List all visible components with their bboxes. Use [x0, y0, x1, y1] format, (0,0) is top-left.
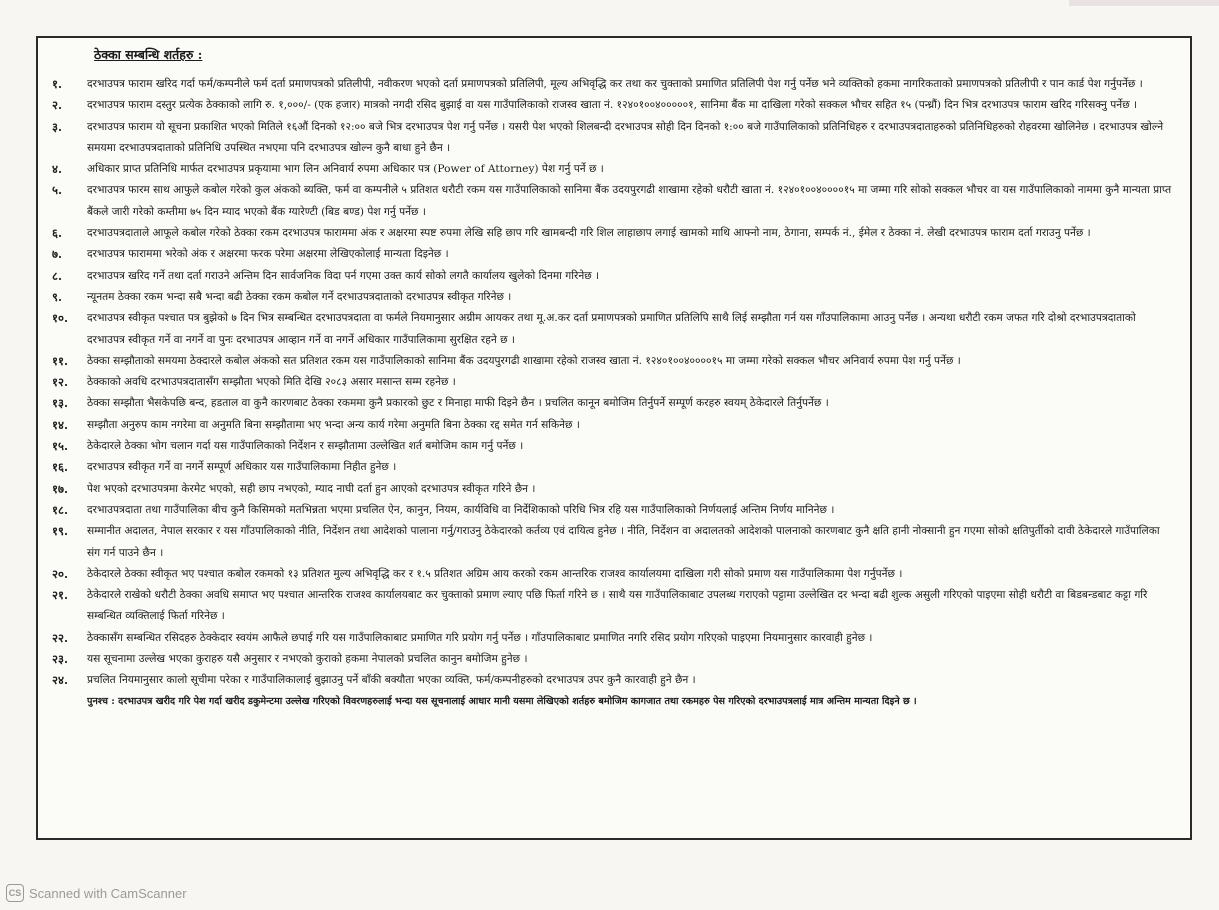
clause-number: ३. — [52, 119, 62, 134]
clause-text: ठेकेदारले ठेक्का भोग चलान गर्दा यस गाउँपालिकाको निर्देशन र सम्झौतामा उल्लेखित शर्त बमोजिम काम गर्नु पर्नेछ । — [87, 440, 524, 453]
clause-item — [52, 117, 1174, 160]
clause-item — [52, 479, 1174, 500]
clause-text: दरभाउपत्र फाराम दस्तुर प्रत्येक ठेक्काको लागि रु. १,०००/- (एक हजार) मात्रको नगदी रसिद बुझाई वा यस गाउँपालिकाको राजस्व खाता नं. १२४०१००४०००००१, सानिमा बैंक मा दाखिला गरेको सक्कल भौचर सहित १५ (पन्ध्रौं) दिन भित्र दरभाउपत्र फाराम खरिद गरिसक्नु पर्नेछ । — [87, 99, 1137, 112]
clause-number: ९. — [52, 289, 62, 304]
clause-number: १५. — [52, 439, 68, 454]
clause-text: ठेकेदारले ठेक्का स्वीकृत भए पश्चात कबोल रकमको १३ प्रतिशत मुल्य अभिवृद्धि कर र १.५ प्रतिशत अग्रिम आय करको रकम आन्तरिक राजश्व कार्यालयमा दाखिला गरी सोको प्रमाण यस गाउँपालिकामा पेश गर्नुपर्नेछ । — [87, 567, 903, 580]
document-title: ठेक्का सम्बन्धि शर्तहरु : — [94, 47, 203, 62]
camscanner-watermark — [6, 884, 187, 902]
clause-text: ठेक्कासँग सम्बन्धित रसिदहरु ठेक्केदार स्वयंम आफैले छपाई गरि यस गाउँपालिकाबाट प्रमाणित गरि प्रयोग गर्नु पर्नेछ । गाँउपालिकाबाट प्रमाणित नगरि रसिद प्रयोग गरिएको पाइएमा नियमानुसार कारवाही हुनेछ । — [87, 631, 873, 644]
clause-number: १९. — [52, 524, 68, 539]
clause-item — [52, 95, 1174, 116]
clause-item — [52, 351, 1174, 372]
clause-item — [52, 180, 1174, 223]
postscript-text: पुनश्च : दरभाउपत्र खरीद गरि पेश गर्दा खरीद डकुमेन्टमा उल्लेख गरिएको विवरणहरुलाई भन्दा यस सूचनालाई आधार मानी यसमा लेखिएको शर्तहरु बमोजिम कागजात तथा रकमहरु पेस गरिएको दरभाउपत्रलाई मात्र अन्तिम मान्यता दिइने छ । — [87, 695, 917, 707]
clause-number: १२. — [52, 375, 68, 390]
clause-text: ठेक्का सम्झौताको समयमा ठेक्दारले कबोल अंकको सत प्रतिशत रकम यस गाउँपालिकाको सानिमा बैंक उदयपुरगढी शाखामा रहेको राजस्व खाता नं. १२४०१००४००००१५ मा जम्मा गरेको सक्कल भौचर अनिवार्य रुपमा पेश गर्नु पर्नेछ । — [87, 354, 961, 367]
clause-item — [52, 457, 1174, 478]
clause-number: २४. — [52, 673, 68, 688]
clause-text: दरभाउपत्र फाराममा भरेको अंक र अक्षरमा फरक परेमा अक्षरमा लेखिएकोलाई मान्यता दिइनेछ । — [87, 248, 449, 261]
clause-number: १४. — [52, 417, 68, 432]
clause-number: ५. — [52, 183, 62, 198]
clause-item — [52, 521, 1174, 564]
clause-number: ७. — [52, 247, 62, 262]
clause-item — [52, 308, 1174, 351]
clause-item — [52, 287, 1174, 308]
clause-item — [52, 436, 1174, 457]
clause-text: ठेक्का सम्झौता भैसकेपछि बन्द, हडताल वा कुनै कारणबाट ठेक्का रकममा कुनै प्रकारको छुट र मिनाहा माफी दिइने छैन । प्रचलित कानून बमोजिम तिर्नुपर्ने सम्पूर्ण करहरु स्वयम् ठेकेदारले तिर्नुपर्नेछ । — [87, 397, 829, 410]
clause-text: अधिकार प्राप्त प्रतिनिधि मार्फत दरभाउपत्र प्रकृयामा भाग लिन अनिवार्य रुपमा अधिकार पत्र (Power of Attorney) पेश गर्नु पर्ने छ । — [87, 163, 604, 176]
clause-list — [52, 74, 1174, 711]
clause-number: २३. — [52, 652, 68, 667]
clause-text: पेश भएको दरभाउपत्रमा केरमेट भएको, सही छाप नभएको, म्याद नाघी दर्ता हुन आएको दरभाउपत्र स्वीकृत गरिने छैन । — [87, 482, 536, 495]
clause-item — [52, 159, 1174, 180]
clause-number: २२. — [52, 630, 68, 645]
clause-item — [52, 670, 1174, 691]
clause-text: सम्झौता अनुरुप काम नगरेमा वा अनुमति बिना सम्झौतामा भए भन्दा अन्य कार्य गरेमा अनुमति बिना ठेक्का रद्द समेत गर्न सकिनेछ । — [87, 418, 580, 431]
clause-number: १३. — [52, 396, 68, 411]
clause-text: दरभाउपत्र फारम साथ आफुले कबोल गरेको कुल अंकको ब्यक्ति, फर्म वा कम्पनीले ५ प्रतिशत धरौटी रकम यस गाउँपालिकाको सानिमा बैंक उदयपुरगढी शाखामा रहेको धरौटी खाता नं. १२४०१००४००००१५ मा जम्मा गरि सोको सक्कल भौचर वा यस गाउँपालिकाको नाममा कुनै मान्यता प्राप्त बैंकले जारी गरेको कम्तीमा ७५ दिन म्याद भएको बैंक ग्यारेण्टी (बिड बण्ड) पेश गर्नु पर्नेछ । — [87, 184, 1172, 218]
clause-number: ६. — [52, 226, 62, 241]
clause-text: दरभाउपत्र स्वीकृत पश्चात पत्र बुझेको ७ दिन भित्र सम्बन्धित दरभाउपत्रदाता वा फर्मले नियमानुसार अग्रीम आयकर तथा मू.अ.कर दर्ता प्रमाणपत्रको प्रमाणित प्रतिलिपि साथै लिई सम्झौता गर्न यस गाँउपालिकामा आउनु पर्नेछ । अन्यथा धरौटी रकम जफत गरि दोश्रो दरभाउपत्रदाताको दरभाउपत्र स्वीकृत गर्ने वा नगर्ने वा पुनः दरभाउपत्र आव्हान गर्ने वा नगर्ने अधिकार गाउँपालिकामा सुरक्षित रहने छ । — [87, 312, 1136, 346]
clause-number: १८. — [52, 502, 68, 517]
clause-number: १०. — [52, 311, 68, 326]
clause-item — [52, 585, 1174, 628]
clause-text: दरभाउपत्र फाराम यो सूचना प्रकाशित भएको मितिले १६औं दिनको १२:०० बजे भित्र दरभाउपत्र पेश गर्नु पर्नेछ । यसरी पेश भएको शिलबन्दी दरभाउपत्र सोही दिन दिनको १:०० बजे गाउँपालिकाको प्रतिनिधिहरु र दरभाउपत्रदाताहरुको प्रतिनिधिहरुको रोहवरमा खोलिनेछ । दरभाउपत्र खोल्ने समयमा दरभाउपत्रदाताको प्रतिनिधि उपस्थित नभएमा पनि दरभाउपत्र खोल्न कुनै बाधा हुने छैन । — [87, 120, 1164, 154]
document-frame — [36, 36, 1192, 840]
clause-text: दरभाउपत्रदाताले आफूले कबोल गरेको ठेक्का रकम दरभाउपत्र फाराममा अंक र अक्षरमा स्पष्ट रुपमा लेखि सहि छाप गरि खामबन्दी गरि शिल लाहाछाप लगाई खामको माथि आफ्नो नाम, ठेगाना, सम्पर्क नं., ईमेल र ठेक्का नं. लेखी दरभाउपत्र फाराम दर्ता गराउनु पर्नेछ । — [87, 227, 1091, 240]
watermark-text: Scanned with CamScanner — [29, 885, 187, 901]
clause-text: ठेकेदारले राखेको धरौटी ठेक्का अवधि समाप्त भए पश्चात आन्तरिक राजश्व कार्यालयबाट कर चुक्ताको प्रमाण ल्याए पछि फिर्ता गरिने छ । साथै यस गाउँपालिकाबाट उपलब्ध गराएको पट्टामा उल्लेखित दर भन्दा बढी शुल्क असुली गरिएको पाइएमा सोही धरौटी वा बिडबन्डबाट कट्टा गरि सम्बन्धित व्यक्तिलाई फिर्ता गरिनेछ । — [87, 589, 1148, 623]
clause-item — [52, 223, 1174, 244]
camscanner-logo-icon: CS — [6, 884, 24, 902]
clause-item — [52, 500, 1174, 521]
clause-number: ८. — [52, 268, 62, 283]
clause-number: ४. — [52, 162, 62, 177]
clause-item — [52, 74, 1174, 95]
clause-text: सम्मानीत अदालत, नेपाल सरकार र यस गाँउपालिकाको नीति, निर्देशन तथा आदेशको पालाना गर्नु/गराउनु ठेकेदारको कर्तव्य एवं दायित्व हुनेछ । नीति, निर्देशन वा अदालतको आदेशको पालनाको कारणबाट कुनै क्षति हानी नोक्सानी हुन गएमा सोको क्षतिपुर्तीको दावी ठेकेदारले गाउँपालिका संग गर्न पाउने छैन । — [87, 525, 1160, 559]
clause-item — [52, 393, 1174, 414]
clause-text: यस सूचनामा उल्लेख भएका कुराहरु यसै अनुसार र नभएको कुराको हकमा नेपालको प्रचलित कानुन बमोजिम हुनेछ । — [87, 653, 528, 666]
clause-item — [52, 415, 1174, 436]
clause-number: १६. — [52, 460, 68, 475]
clause-number: ११. — [52, 353, 68, 368]
clause-number: १७. — [52, 481, 68, 496]
clause-text: दरभाउपत्र स्वीकृत गर्ने वा नगर्ने सम्पूर्ण अधिकार यस गाउँपालिकामा निहीत हुनेछ । — [87, 461, 397, 474]
clause-number: १. — [52, 77, 62, 91]
clause-item — [52, 649, 1174, 670]
clause-number: २१. — [52, 588, 68, 603]
clause-text: दरभाउपत्र खरिद गर्ने तथा दर्ता गराउने अन्तिम दिन सार्वजनिक विदा पर्न गएमा उक्त कार्य सोको लगतै कार्यालय खुलेको दिनमा गरिनेछ । — [87, 269, 600, 282]
clause-text: दरभाउपत्रदाता तथा गाउँपालिका बीच कुनै किसिमको मतभिन्नता भएमा प्रचलित ऐन, कानुन, नियम, कार्यविधि वा निर्देशिकाको परिधि भित्र रहि यस गाउँपालिकाको निर्णयलाई अन्तिम निर्णय मानिनेछ । — [87, 503, 835, 516]
clause-text: दरभाउपत्र फाराम खरिद गर्दा फर्म/कम्पनीले फर्म दर्ता प्रमाणपत्रको प्रतिलीपी, नवीकरण भएको दर्ता प्रमाणपत्रको प्रतिलिपी, मूल्य अभिवृद्धि कर तथा कर चुक्ताको प्रमाणित प्रतिलिपी पेश गर्नु पर्नेछ भने व्यक्तिको हकमा नागरिकताको प्रमाणपत्रको प्रतिलीपी र पान कार्ड पेश गर्नुपर्नेछ । — [87, 78, 1143, 90]
clause-item — [52, 266, 1174, 287]
scan-edge-mark — [1069, 0, 1219, 6]
clause-item — [52, 372, 1174, 393]
clause-number: २. — [52, 98, 62, 113]
postscript-note — [52, 692, 1174, 711]
clause-item — [52, 628, 1174, 649]
clause-text: ठेक्काको अवधि दरभाउपत्रदातासँग सम्झौता भएको मिति देखि २०८३ असार मसान्त सम्म रहनेछ । — [87, 376, 456, 389]
clause-text: प्रचलित नियमानुसार कालो सूचीमा परेका र गाउँपालिकालाई बुझाउनु पर्ने बाँकी बक्यौता भएका व्यक्ति, फर्म/कम्पनीहरुको दरभाउपत्र उपर कुनै कारवाही हुने छैन । — [87, 674, 696, 687]
clause-text: न्यूनतम ठेक्का रकम भन्दा सबै भन्दा बढी ठेक्का रकम कबोल गर्ने दरभाउपत्रदाताको दरभाउपत्र स्वीकृत गरिनेछ । — [87, 290, 512, 303]
clause-item — [52, 564, 1174, 585]
clause-number: २०. — [52, 566, 68, 581]
clause-item — [52, 244, 1174, 265]
